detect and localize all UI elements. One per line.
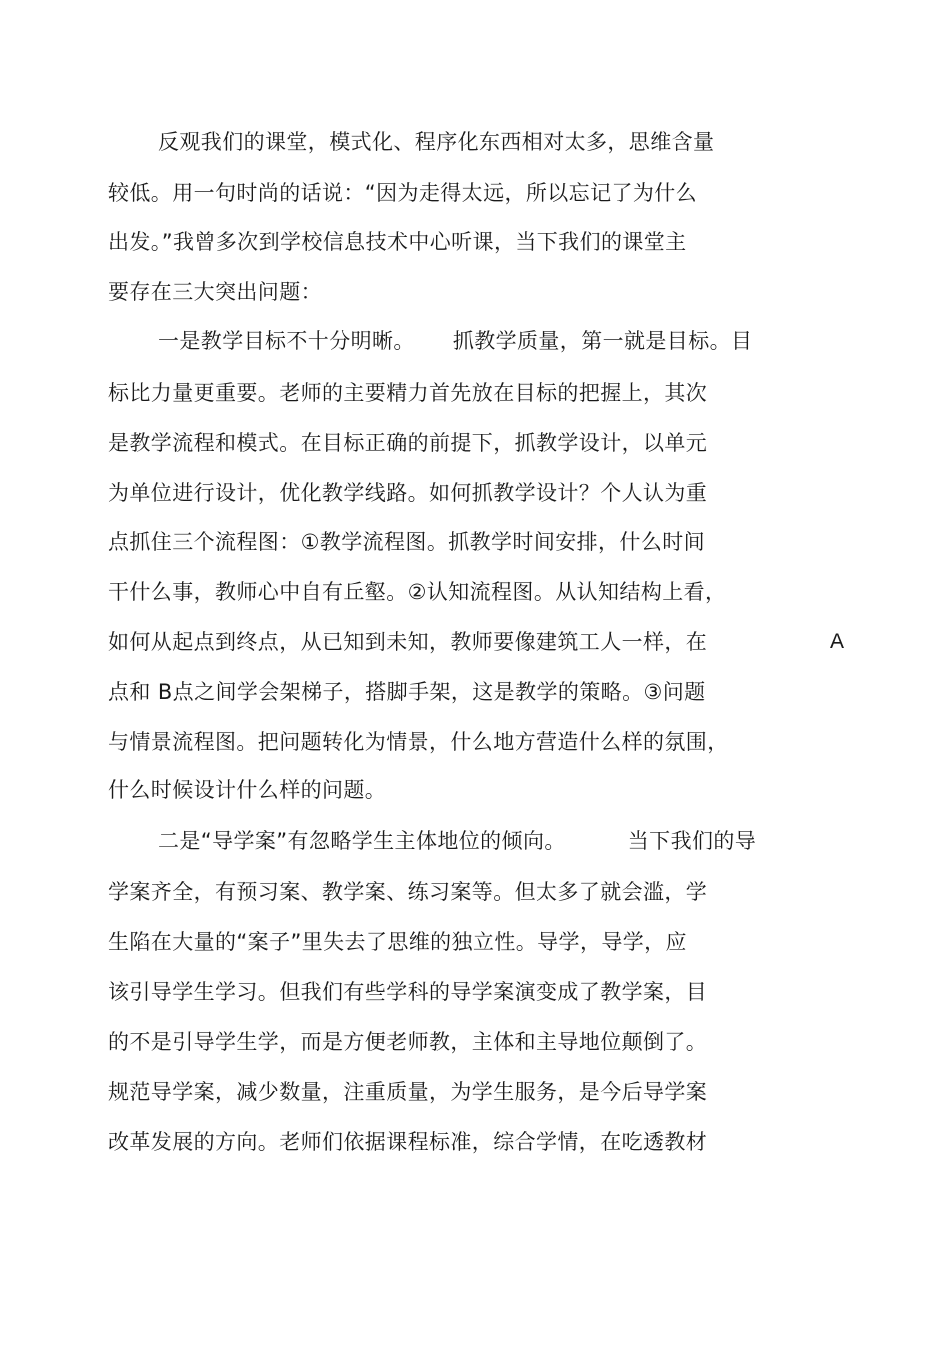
paragraph-2-line-4: 为单位进行设计，优化教学线路。如何抓教学设计？个人认为重 <box>108 481 708 505</box>
paragraph-2-heading: 一是教学目标不十分明晰。 <box>158 329 415 353</box>
paragraph-2-line-1 <box>158 328 752 354</box>
paragraph-3-heading: 二是“导学案”有忽略学生主体地位的倾向。 <box>158 829 566 853</box>
paragraph-3-line-6: 规范导学案，减少数量，注重质量，为学生服务，是今后导学案 <box>108 1080 708 1104</box>
paragraph-2-line-6: 干什么事，教师心中自有丘壑。②认知流程图。从认知结构上看， <box>108 580 727 604</box>
marker-letter-a: A <box>830 630 845 653</box>
paragraph-3-line-7: 改革发展的方向。老师们依据课程标准，综合学情，在吃透教材 <box>108 1130 708 1154</box>
paragraph-1-line-3: 出发。”我曾多次到学校信息技术中心听课，当下我们的课堂主 <box>108 230 687 254</box>
paragraph-2-line-2: 标比力量更重要。老师的主要精力首先放在目标的把握上，其次 <box>108 381 708 405</box>
paragraph-2-line-9: 与情景流程图。把问题转化为情景，什么地方营造什么样的氛围， <box>108 730 729 754</box>
paragraph-2-line-10: 什么时候设计什么样的问题。 <box>108 778 387 802</box>
paragraph-3-line-5: 的不是引导学生学，而是方便老师教，主体和主导地位颠倒了。 <box>108 1030 708 1054</box>
paragraph-3-first-rest: 当下我们的导 <box>627 829 757 853</box>
paragraph-1-line-2: 较低。用一句时尚的话说：“因为走得太远，所以忘记了为什么 <box>108 181 698 205</box>
paragraph-2-line-8: 点和 B点之间学会架梯子，搭脚手架，这是教学的策略。③问题 <box>108 680 706 704</box>
paragraph-2-line-7: 如何从起点到终点，从已知到未知，教师要像建筑工人一样，在 <box>108 630 708 654</box>
paragraph-1-line-4: 要存在三大突出问题： <box>108 280 322 304</box>
paragraph-2-first-rest: 抓教学质量，第一就是目标。目 <box>452 329 753 353</box>
paragraph-2-line-5: 点抓住三个流程图：①教学流程图。抓教学时间安排，什么时间 <box>108 530 706 554</box>
paragraph-3-line-1 <box>158 828 756 854</box>
paragraph-3-line-3: 生陷在大量的“案子”里失去了思维的独立性。导学，导学，应 <box>108 930 687 954</box>
paragraph-3-line-2: 学案齐全，有预习案、教学案、练习案等。但太多了就会滥，学 <box>108 880 708 904</box>
paragraph-1-line-1: 反观我们的课堂，模式化、程序化东西相对太多，思维含量 <box>158 130 715 154</box>
paragraph-2-line-3: 是教学流程和模式。在目标正确的前提下，抓教学设计，以单元 <box>108 431 708 455</box>
paragraph-3-line-4: 该引导学生学习。但我们有些学科的导学案演变成了教学案，目 <box>108 980 708 1004</box>
